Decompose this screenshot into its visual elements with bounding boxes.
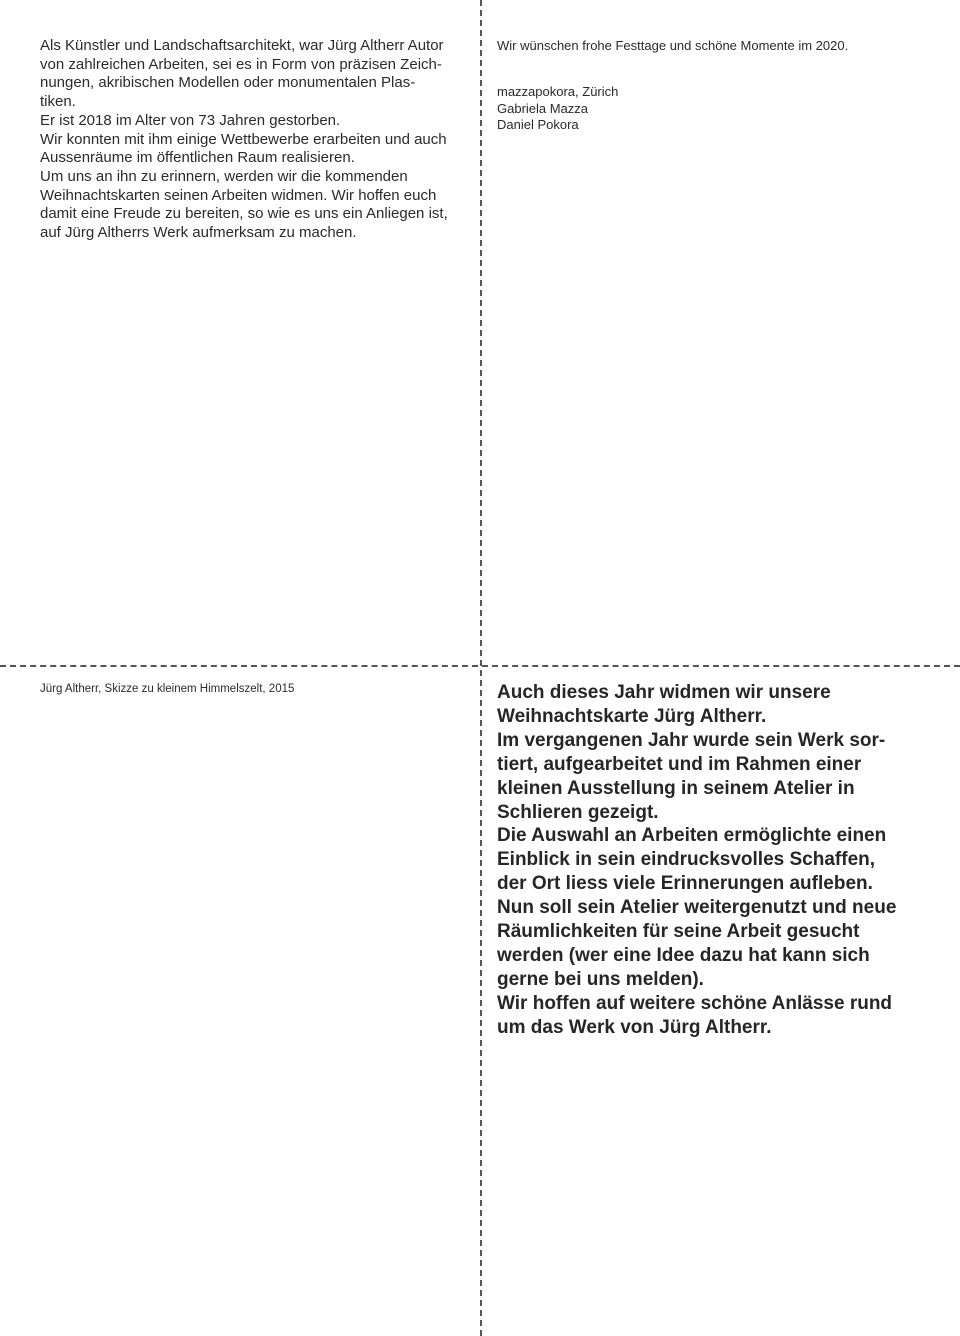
message-line: um das Werk von Jürg Altherr. xyxy=(497,1016,772,1038)
message-line: Schlieren gezeigt. xyxy=(497,801,659,823)
intro-line: Weihnachtskarten seinen Arbeiten widmen. Wir hoffen euch xyxy=(40,186,437,204)
message-line: Nun soll sein Atelier weitergenutzt und neue xyxy=(497,897,897,919)
message-line: kleinen Ausstellung in seinem Atelier in xyxy=(497,777,855,799)
message-panel xyxy=(497,681,937,1040)
message-line: Wir hoffen auf weitere schöne Anlässe rund xyxy=(497,992,893,1014)
message-line: der Ort liess viele Erinnerungen aufleben. xyxy=(497,873,873,895)
intro-text-panel xyxy=(40,37,472,243)
intro-line: Wir konnten mit ihm einige Wettbewerbe erarbeiten und auch xyxy=(40,130,447,148)
message-line: Weihnachtskarte Jürg Altherr. xyxy=(497,705,767,727)
intro-line: tiken. xyxy=(40,93,76,111)
caption-panel xyxy=(40,682,460,696)
artwork-caption: Jürg Altherr, Skizze zu kleinem Himmelszelt, 2015 xyxy=(40,683,295,695)
horizontal-cut-line xyxy=(0,665,960,667)
intro-line: Als Künstler und Landschaftsarchitekt, war Jürg Altherr Autor xyxy=(40,37,444,54)
intro-line: damit eine Freude zu bereiten, so wie es uns ein Anliegen ist, xyxy=(40,205,448,223)
message-line: tiert, aufgearbeitet und im Rahmen einer xyxy=(497,753,862,775)
intro-line: Aussenräume im öffentlichen Raum realisieren. xyxy=(40,149,355,167)
intro-line: Er ist 2018 im Alter von 73 Jahren gestorben. xyxy=(40,111,341,129)
message-line: Einblick in sein eindrucksvolles Schaffen, xyxy=(497,849,876,871)
message-line: Im vergangenen Jahr wurde sein Werk sor- xyxy=(497,729,886,751)
signature-block xyxy=(497,84,937,133)
message-line: Die Auswahl an Arbeiten ermöglichte einen xyxy=(497,825,887,847)
message-line: gerne bei uns melden). xyxy=(497,968,704,990)
signature-line: Daniel Pokora xyxy=(497,116,579,132)
intro-line: auf Jürg Altherrs Werk aufmerksam zu machen. xyxy=(40,224,357,242)
greeting-panel xyxy=(497,38,937,133)
intro-line: von zahlreichen Arbeiten, sei es in Form von präzisen Zeich- xyxy=(40,55,442,73)
vertical-cut-line xyxy=(480,0,482,1336)
message-line: Auch dieses Jahr widmen wir unsere xyxy=(497,682,831,703)
message-line: Räumlichkeiten für seine Arbeit gesucht xyxy=(497,921,860,943)
intro-line: Um uns an ihn zu erinnern, werden wir die kommenden xyxy=(40,167,408,185)
signature-line: Gabriela Mazza xyxy=(497,100,589,116)
greeting-text: Wir wünschen frohe Festtage und schöne Momente im 2020. xyxy=(497,38,849,53)
signature-line: mazzapokora, Zürich xyxy=(497,84,619,100)
message-line: werden (wer eine Idee dazu hat kann sich xyxy=(497,944,870,966)
intro-line: nungen, akribischen Modellen oder monumentalen Plas- xyxy=(40,74,416,92)
